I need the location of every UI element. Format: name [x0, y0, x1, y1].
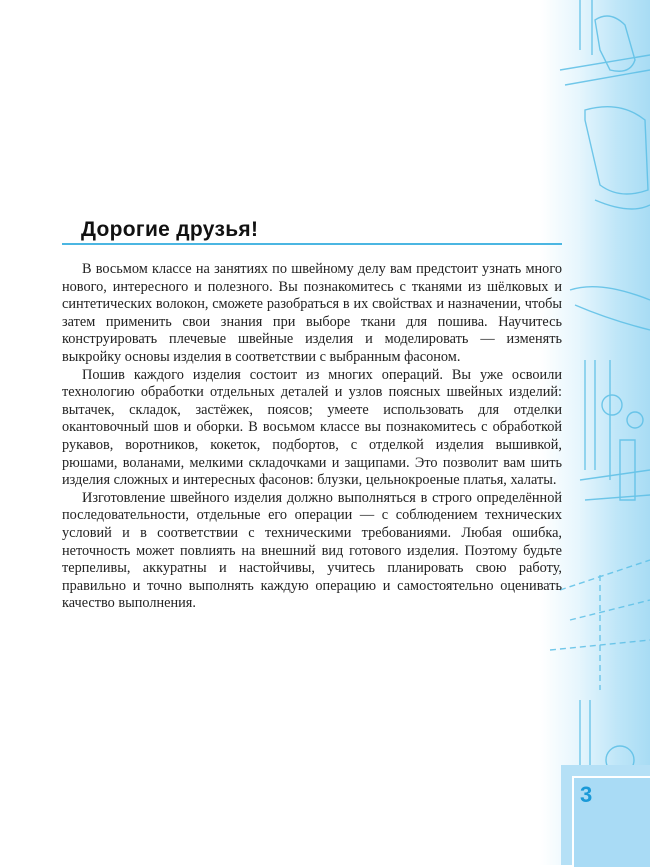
title-divider	[62, 243, 562, 245]
page-number: 3	[580, 782, 593, 807]
paragraph-3: Изготовление швейного изделия должно выполняться в строго определённой последовательности, отдельные его операции — с соблюдением технических условий и в соответствии с техническими требованиями. Любая ошибка, неточность может повлиять на внешний вид готового изделия. Поэтому будьте терпеливы, аккуратны и настойчивы, учитесь планировать свою работу, правильно и точно выполнять каждую операцию и самостоятельно оценивать качество выполнения.	[62, 489, 562, 612]
paragraph-1: В восьмом классе на занятиях по швейному делу вам предстоит узнать много нового, интересного и полезного. Вы познакомитесь с тканями из шёлковых и синтетических волокон, сможете разобраться в их свойствах и назначении, чтобы затем применить свои знания при выборе ткани для пошива. Научитесь конструировать плечевые швейные изделия и моделировать — изменять выкройку основы изделия в соответствии с выбранным фасоном.	[62, 261, 562, 365]
body-text	[62, 261, 562, 613]
paragraph-2: Пошив каждого изделия состоит из многих операций. Вы уже освоили технологию обработки отдельных деталей и узлов поясных швейных изделий: вытачек, складок, застёжек, поясов; умеете использовать для отделки окантовочный шов и оборки. В восьмом классе вы познакомитесь с обработкой рукавов, воротников, кокеток, подбортов, с отделкой изделия вышивкой, рюшами, воланами, мелкими складочками и защипами. Это позволит вам шить изделия сложных и интересных фасонов: блузки, цельнокроеные платья, халаты.	[62, 366, 562, 489]
page-title: Дорогие друзья!	[81, 218, 259, 241]
